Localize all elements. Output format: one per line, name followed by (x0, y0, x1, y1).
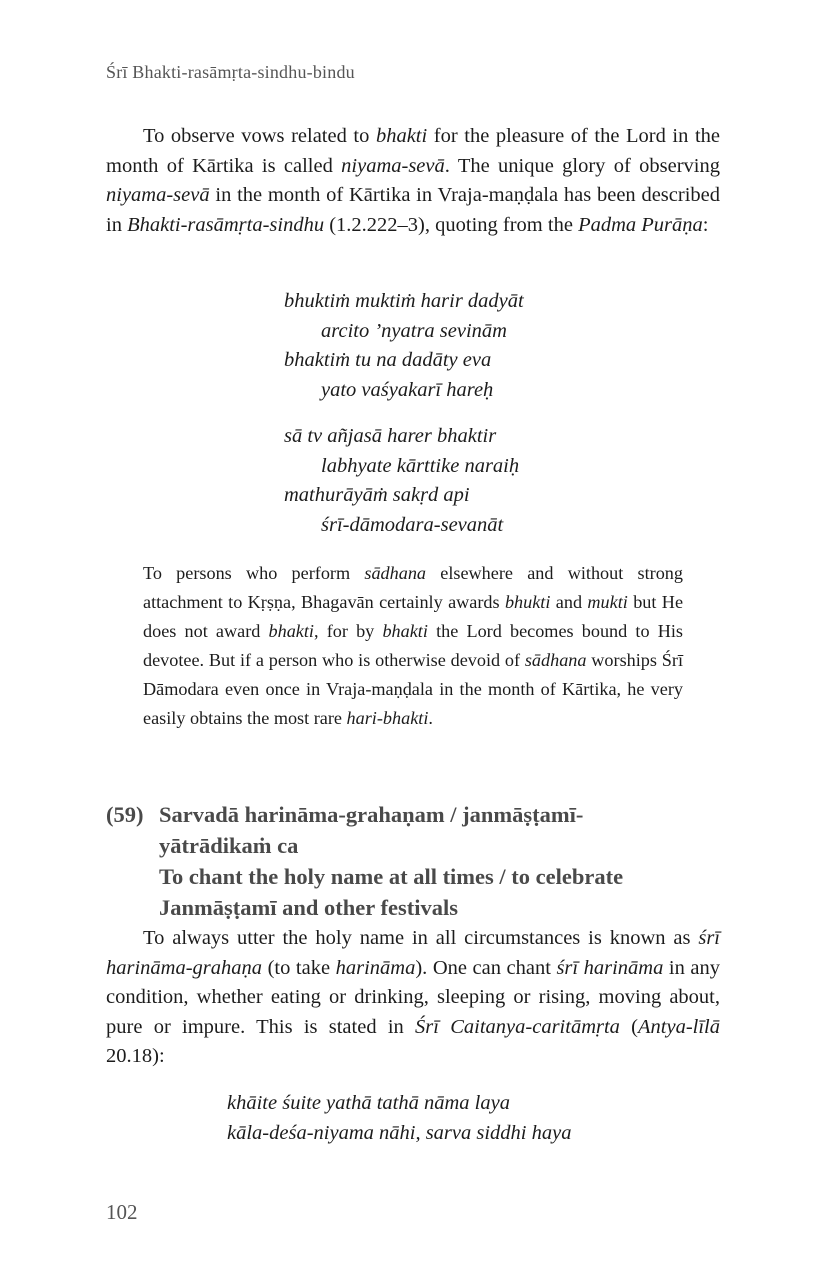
verse-caitanya-caritamrta (227, 1089, 571, 1148)
paragraph-harinama: To always utter the holy name in all circumstances is known as śrī harināma-grahaṇa (to take harināma). One can chant śrī harināma in any condition, whether eating or drinking, sleeping or rising, moving about, pure or impure. This is stated in Śrī Caitanya-caritāmṛta (Antya-līlā 20.18): (106, 927, 720, 1067)
verse-line: khāite śuite yathā tathā nāma laya (227, 1092, 510, 1114)
running-head: Śrī Bhakti-rasāmṛta-sindhu-bindu (106, 62, 355, 82)
italic-term: Padma Purāṇa (578, 213, 703, 236)
italic-term: Antya-līlā (638, 1015, 720, 1038)
italic-term: śrī harināma-grahaṇa (106, 927, 720, 979)
italic-term: sādhana (364, 563, 427, 583)
italic-term: harināma (335, 956, 416, 979)
verse-stanza-1 (284, 287, 524, 405)
section-title-english: To chant the holy name at all times / to celebrate (159, 864, 624, 889)
section-title-english-cont: Janmāṣṭamī and other festivals (159, 895, 458, 920)
verse-line: yato vaśyakarī hareḥ (321, 378, 494, 401)
page-number: 102 (106, 1200, 138, 1224)
section-number: (59) (106, 802, 144, 827)
verse-line: kāla-deśa-niyama nāhi, sarva siddhi haya (227, 1121, 572, 1144)
italic-term: mukti (587, 592, 628, 612)
section-heading-59 (106, 799, 736, 923)
italic-term: Śrī Caitanya-caritāmṛta (415, 1015, 620, 1038)
section-title-sanskrit-cont: yātrādikaṁ ca (159, 833, 299, 858)
italic-term: bhukti (504, 592, 551, 612)
verse-line: labhyate kārttike naraiḥ (321, 454, 520, 477)
verse-line: bhaktiṁ tu na dadāty eva (284, 349, 492, 371)
verse-line: arcito ’nyatra sevinām (321, 319, 507, 342)
verse-line: mathurāyāṁ sakṛd api (284, 484, 470, 506)
italic-term: niyama-sevā (341, 154, 445, 177)
paragraph-niyama-seva: To observe vows related to bhakti for the pleasure of the Lord in the month of Kārtika is called niyama-sevā. The unique glory of observing niyama-sevā in the month of Kārtika in Vraja-maṇḍala has been described in Bhakti-rasāmṛta-sindhu (1.2.222–3), quoting from the Padma Purāṇa: (106, 125, 720, 236)
italic-term: Bhakti-rasāmṛta-sindhu (127, 213, 325, 236)
italic-term: niyama-sevā (106, 184, 210, 206)
section-title-sanskrit: Sarvadā harināma-grahaṇam / janmāṣṭamī- (159, 802, 584, 827)
verse-line: śrī-dāmodara-sevanāt (321, 513, 504, 536)
italic-term: sādhana (524, 650, 587, 670)
verse-line: bhuktiṁ muktiṁ harir dadyāt (284, 290, 524, 312)
italic-term: bhakti (268, 621, 314, 641)
italic-term: bhakti (375, 125, 428, 147)
italic-term: hari-bhakti (346, 708, 429, 728)
italic-term: śrī harināma (556, 956, 664, 979)
verse-translation: To persons who perform sādhana elsewhere and without strong attachment to Kṛṣṇa, Bhagavān certainly awards bhukti and mukti but He does not award bhakti, for by bhakti the Lord becomes bound to His devotee. But if a person who is otherwise devoid of sādhana worships Śrī Dāmodara even once in Vraja-maṇḍala in the month of Kārtika, he very easily obtains the most rare hari-bhakti. (143, 563, 684, 728)
italic-term: bhakti (382, 621, 428, 641)
verse-line: sā tv añjasā harer bhaktir (284, 425, 497, 447)
verse-stanza-2 (284, 422, 519, 540)
